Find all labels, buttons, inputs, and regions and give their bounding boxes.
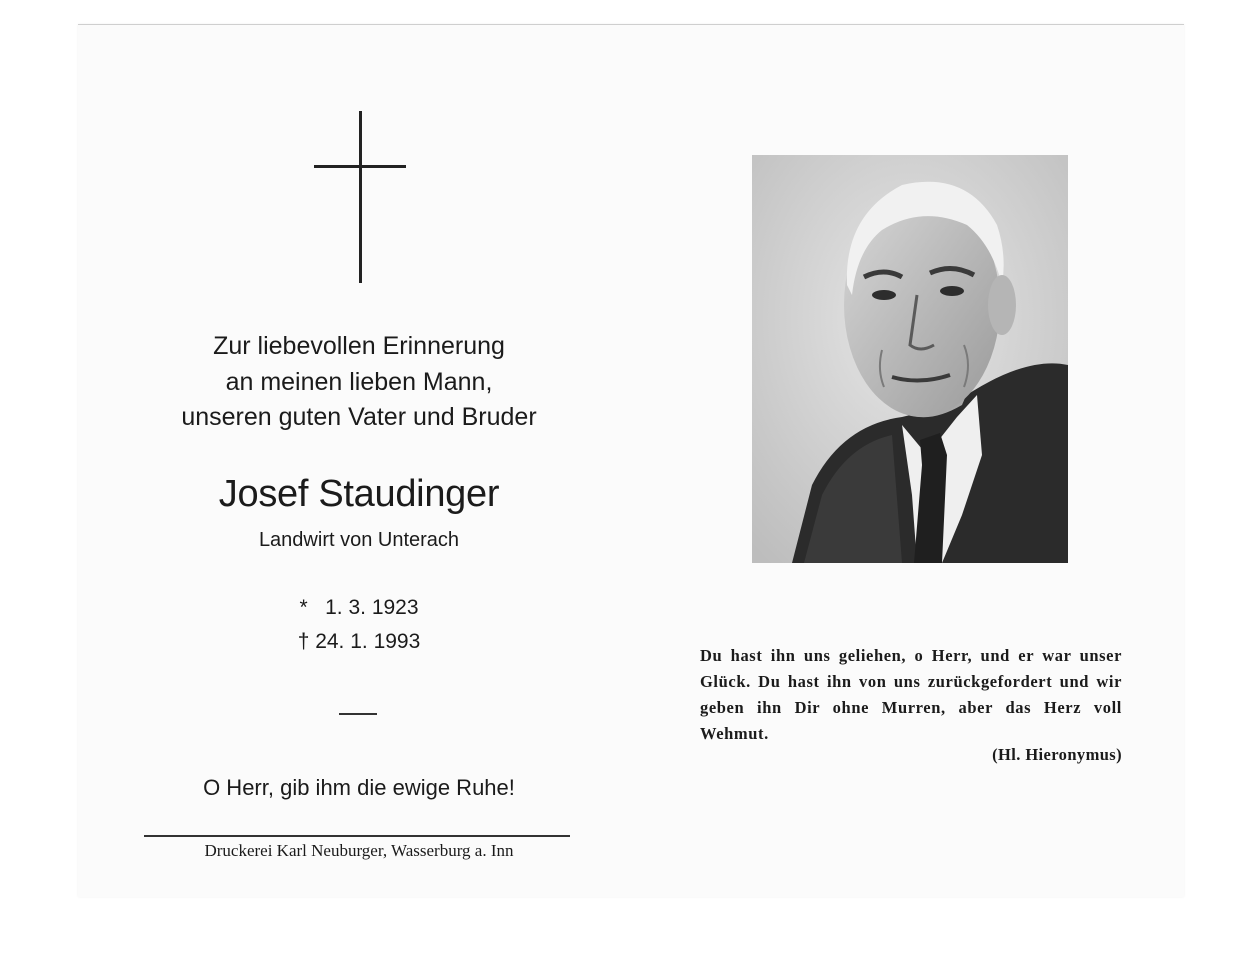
card-right-panel	[638, 25, 1184, 897]
printer-credit: Druckerei Karl Neuburger, Wasserburg a. Inn	[204, 841, 514, 860]
deceased-name: Josef Staudinger	[218, 473, 500, 515]
printer-divider	[144, 835, 570, 837]
dedication-line: an meinen lieben Mann,	[225, 367, 493, 396]
death-date: † 24. 1. 1993	[297, 630, 421, 653]
birth-date: * 1. 3. 1923	[299, 596, 419, 619]
divider	[339, 713, 377, 715]
dedication-line: Zur liebevollen Erinnerung	[213, 332, 505, 360]
portrait-illustration	[752, 155, 1068, 563]
memorial-quote: Du hast ihn uns geliehen, o Herr, und er war unser Glück. Du hast ihn von uns zurückgefordert und wir geben ihn Dir ohne Murren, aber das Herz voll Wehmut.	[700, 646, 1122, 743]
dedication-text	[118, 329, 600, 436]
occupation: Landwirt von Unterach	[258, 529, 460, 551]
memorial-card	[78, 24, 1184, 897]
cross-icon	[314, 111, 406, 283]
quote-attribution: (Hl. Hieronymus)	[992, 745, 1122, 764]
portrait-photo	[752, 155, 1068, 563]
prayer-text: O Herr, gib ihm die ewige Ruhe!	[203, 775, 515, 800]
card-left-panel	[78, 25, 638, 897]
dedication-line: unseren guten Vater und Bruder	[181, 403, 537, 431]
life-dates	[118, 591, 600, 659]
